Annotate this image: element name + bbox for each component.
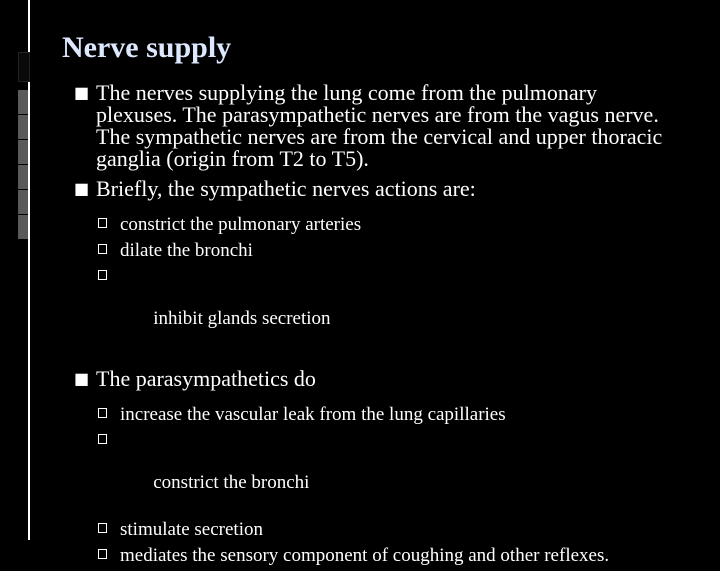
bullet-text: The nerves supplying the lung come from the pulmonary plexuses. The parasympathetic nerves are from the vagus nerve. The sympathetic nerves are from the cervical and upper thoracic ganglia (origin from T2 to T5). <box>96 80 663 171</box>
sub-bullet-text: increase the vascular leak from the lung capillaries <box>120 404 506 425</box>
gray-block <box>18 215 28 239</box>
sub-bullet-text: dilate the bronchi <box>120 240 253 261</box>
bullet-text: The parasympathetics do <box>96 366 316 391</box>
sub-bullet-text: stimulate secretion <box>120 519 263 540</box>
hollow-square-bullet-icon <box>98 408 107 418</box>
hollow-square-bullet-icon <box>98 523 107 533</box>
slide-content <box>70 82 670 571</box>
square-bullet-icon: ■ <box>74 179 90 198</box>
bullet-item <box>70 178 670 200</box>
decorative-gray-blocks <box>18 90 28 240</box>
gray-block <box>18 140 28 164</box>
hollow-square-bullet-icon <box>98 218 107 228</box>
sub-bullet-item <box>70 430 670 514</box>
hollow-square-bullet-icon <box>98 244 107 254</box>
bullet-text: Briefly, the sympathetic nerves actions are: <box>96 176 476 201</box>
gray-block <box>18 190 28 214</box>
gray-block <box>18 165 28 189</box>
sub-bullet-item <box>70 240 670 261</box>
sub-bullet-item <box>70 404 670 425</box>
bullet-item <box>70 368 670 390</box>
sub-bullet-text: mediates the sensory component of coughing and other reflexes. <box>120 545 610 566</box>
sub-bullet-item <box>70 266 670 350</box>
sub-bullet-item <box>70 214 670 235</box>
slide-title: Nerve supply <box>62 31 232 64</box>
hollow-square-bullet-icon <box>98 434 107 444</box>
decorative-block <box>18 52 30 82</box>
gray-block <box>18 115 28 139</box>
square-bullet-icon: ■ <box>74 83 90 102</box>
hollow-square-bullet-icon <box>98 270 107 280</box>
sub-bullet-item <box>70 519 670 540</box>
sub-bullet-text: inhibit glands secretion <box>148 308 331 329</box>
hollow-square-bullet-icon <box>98 549 107 559</box>
bullet-item <box>70 82 670 170</box>
square-bullet-icon: ■ <box>74 369 90 388</box>
sub-bullet-text: constrict the bronchi <box>148 472 310 493</box>
gray-block <box>18 90 28 114</box>
sub-bullet-item <box>70 545 620 566</box>
sub-bullet-text: constrict the pulmonary arteries <box>120 214 362 235</box>
